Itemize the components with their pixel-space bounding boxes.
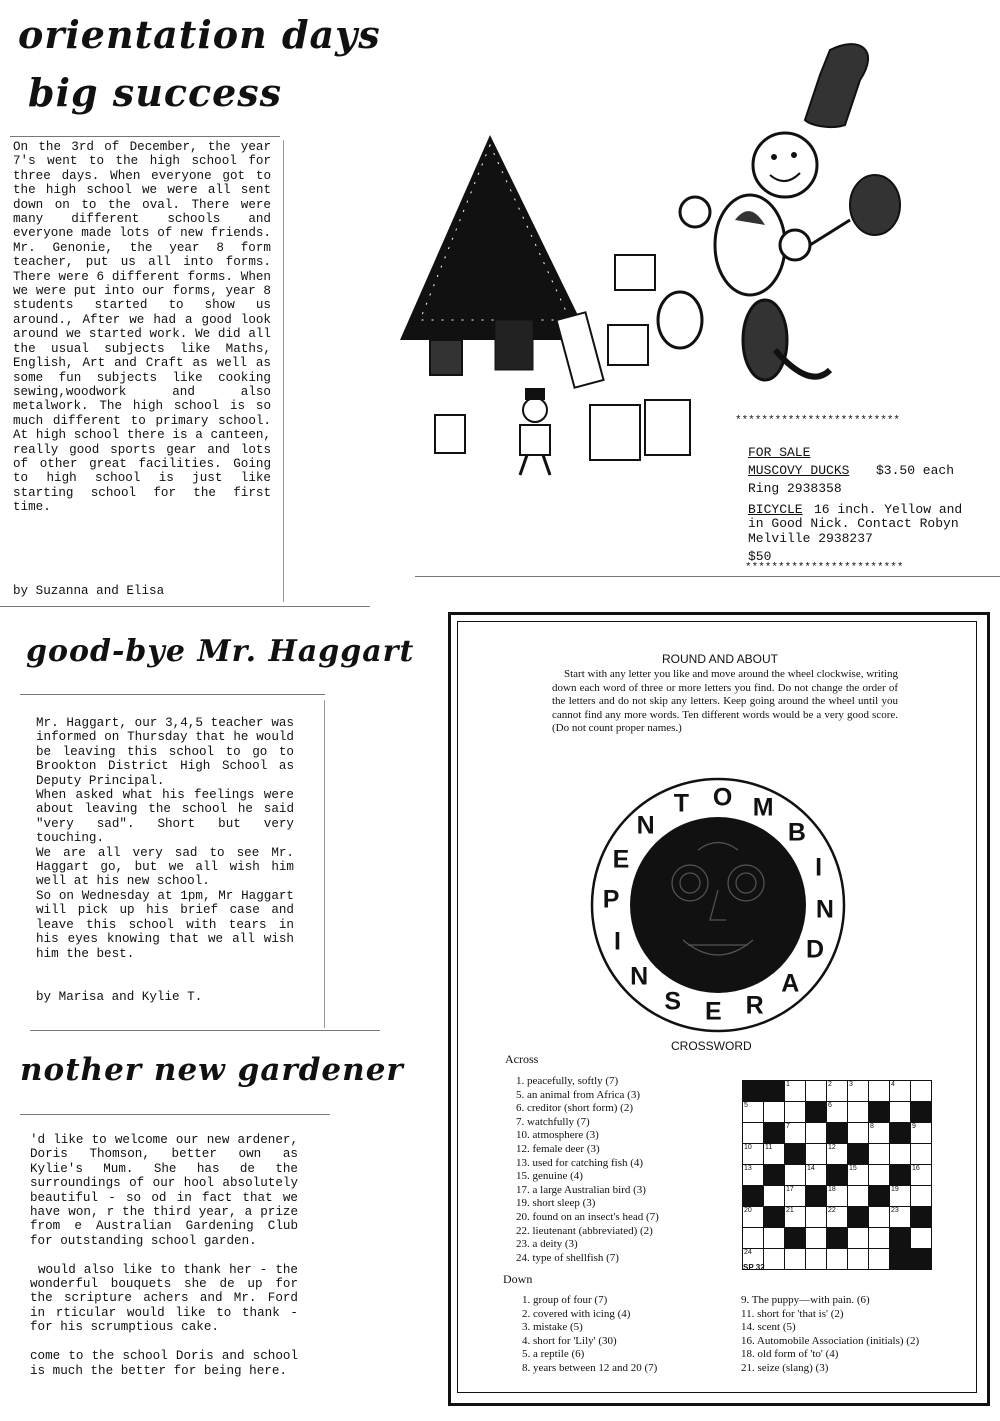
clue-item: 9. The puppy—with pain. (6) bbox=[741, 1294, 870, 1306]
grid-cell bbox=[743, 1228, 764, 1249]
clue-item: 21. seize (slang) (3) bbox=[741, 1361, 829, 1374]
wheel-letter: R bbox=[745, 991, 764, 1020]
grid-number: 2 bbox=[828, 1081, 832, 1088]
grid-cell bbox=[764, 1123, 785, 1144]
grid-cell bbox=[785, 1165, 806, 1186]
grid-cell bbox=[806, 1144, 827, 1165]
for-sale-item2-name: BICYCLE bbox=[748, 502, 803, 517]
clue-item: 8. years between 12 and 20 (7) bbox=[522, 1361, 658, 1374]
grid-cell bbox=[785, 1123, 806, 1144]
grid-cell bbox=[743, 1102, 764, 1123]
crossword-title: CROSSWORD bbox=[671, 1039, 752, 1053]
for-sale-item2-price: $50 bbox=[748, 549, 772, 564]
grid-cell bbox=[806, 1249, 827, 1270]
orientation-headline-line1: orientation days bbox=[18, 12, 381, 57]
clue-item: 19. short sleep (3) bbox=[516, 1197, 596, 1210]
clue-item: 5. an animal from Africa (3) bbox=[516, 1088, 641, 1101]
grid-cell bbox=[806, 1102, 827, 1123]
grid-number: 5 bbox=[744, 1102, 748, 1109]
down-label: Down bbox=[503, 1272, 533, 1286]
clue-item: 22. lieutenant (abbreviated) (2) bbox=[516, 1224, 653, 1237]
divider bbox=[10, 136, 280, 137]
clue-item: 24. type of shellfish (7) bbox=[516, 1251, 619, 1264]
grid-cell bbox=[785, 1228, 806, 1249]
haggart-headline: good-bye Mr. Haggart bbox=[26, 634, 415, 669]
grid-cell bbox=[848, 1081, 869, 1102]
grid-number: 15 bbox=[849, 1165, 857, 1172]
orientation-body: On the 3rd of December, the year 7's went to the high school for three days. When everyone got to the high school we were all sent down on to the oval. There were many different schools and everyone made lots of new friends. Mr. Genonie, the year 8 form teacher, put us all into forms. There were 6 different forms. When we were put into our forms, year 8 students started to show us around., After we had a good look around we started work. We did all the usual subjects like Maths, English, Art and Craft as well as some fun subjects like cooking sewing,woodwork and also metalwork. The high school is so much different to primary school. At high school there is a canteen, really good sports gear and lots of other great facilities. Going to high school is just like starting school for the first time. bbox=[13, 140, 279, 515]
divider bbox=[415, 576, 1000, 577]
grid-number: 8 bbox=[870, 1123, 874, 1130]
grid-number: 16 bbox=[912, 1165, 920, 1172]
grid-number: 18 bbox=[828, 1186, 836, 1193]
clue-item: 15. genuine (4) bbox=[516, 1170, 583, 1183]
grid-cell bbox=[764, 1186, 785, 1207]
grid-cell bbox=[869, 1165, 890, 1186]
grid-number: 23 bbox=[891, 1207, 899, 1214]
grid-number: 11 bbox=[765, 1144, 773, 1151]
grid-cell bbox=[764, 1228, 785, 1249]
grid-cell bbox=[890, 1207, 911, 1228]
clue-item: 1. group of four (7) bbox=[522, 1294, 608, 1306]
for-sale-stars-bottom: ************************ bbox=[745, 562, 904, 574]
grid-cell bbox=[848, 1102, 869, 1123]
grid-cell bbox=[890, 1123, 911, 1144]
wheel-letter: E bbox=[612, 845, 630, 874]
grid-cell bbox=[785, 1207, 806, 1228]
clue-item: 5. a reptile (6) bbox=[522, 1348, 585, 1361]
grid-number: 6 bbox=[828, 1102, 832, 1109]
for-sale-item1-price: $3.50 each bbox=[876, 463, 955, 478]
grid-cell bbox=[827, 1165, 848, 1186]
clue-item: 7. watchfully (7) bbox=[516, 1115, 590, 1128]
wheel-letter: I bbox=[815, 853, 823, 882]
grid-cell bbox=[785, 1249, 806, 1270]
wheel-letter: T bbox=[673, 789, 690, 818]
clue-item: 4. short for 'Lily' (30) bbox=[522, 1334, 617, 1347]
grid-cell bbox=[848, 1249, 869, 1270]
grid-cell bbox=[890, 1081, 911, 1102]
grid-cell bbox=[911, 1081, 932, 1102]
grid-cell bbox=[911, 1144, 932, 1165]
grid-cell bbox=[806, 1165, 827, 1186]
for-sale-item1-name: MUSCOVY DUCKS bbox=[748, 463, 850, 478]
divider bbox=[324, 700, 325, 1028]
orientation-headline-line2: big success bbox=[28, 70, 283, 115]
haggart-byline: by Marisa and Kylie T. bbox=[36, 990, 203, 1004]
grid-cell bbox=[806, 1228, 827, 1249]
for-sale-heading: FOR SALE bbox=[748, 445, 811, 460]
grid-cell bbox=[869, 1144, 890, 1165]
divider bbox=[283, 140, 284, 602]
clue-item: 13. used for catching fish (4) bbox=[516, 1156, 644, 1169]
down-clues-left bbox=[522, 1294, 657, 1376]
grid-cell bbox=[827, 1123, 848, 1144]
grid-cell bbox=[890, 1165, 911, 1186]
grid-cell bbox=[911, 1123, 932, 1144]
for-sale-stars-top: ************************* bbox=[735, 415, 901, 427]
grid-cell bbox=[827, 1081, 848, 1102]
wheel-letter: N bbox=[630, 962, 649, 991]
grid-cell bbox=[848, 1165, 869, 1186]
grid-cell bbox=[827, 1186, 848, 1207]
grid-cell bbox=[911, 1228, 932, 1249]
wheel-letter: I bbox=[613, 927, 621, 956]
grid-cell bbox=[743, 1186, 764, 1207]
clue-item: 3. mistake (5) bbox=[522, 1321, 583, 1334]
across-label: Across bbox=[505, 1052, 539, 1066]
grid-cell bbox=[827, 1144, 848, 1165]
grid-number: 20 bbox=[744, 1207, 752, 1214]
clue-item: 14. scent (5) bbox=[741, 1321, 796, 1334]
clue-item: 12. female deer (3) bbox=[516, 1142, 600, 1155]
grid-cell bbox=[911, 1249, 932, 1270]
grid-cell bbox=[827, 1228, 848, 1249]
gardener-headline: nother new gardener bbox=[20, 1052, 404, 1088]
grid-number: 17 bbox=[786, 1186, 794, 1193]
grid-number: 4 bbox=[891, 1081, 895, 1088]
for-sale-item1-contact: Ring 2938358 bbox=[748, 481, 842, 496]
grid-number: 21 bbox=[786, 1207, 794, 1214]
orientation-byline: by Suzanna and Elisa bbox=[13, 584, 165, 598]
grid-code: SP 32 bbox=[743, 1263, 765, 1272]
grid-cell bbox=[911, 1186, 932, 1207]
wheel-letter: O bbox=[712, 783, 733, 812]
grid-cell bbox=[764, 1249, 785, 1270]
down-clues-right bbox=[741, 1294, 919, 1376]
grid-cell bbox=[764, 1102, 785, 1123]
grid-cell bbox=[743, 1081, 764, 1102]
grid-cell bbox=[911, 1207, 932, 1228]
wheel-letter: D bbox=[805, 935, 824, 964]
grid-cell bbox=[869, 1207, 890, 1228]
grid-number: 3 bbox=[849, 1081, 853, 1088]
grid-cell bbox=[869, 1081, 890, 1102]
clue-item: 18. old form of 'to' (4) bbox=[741, 1348, 839, 1361]
letter-wheel bbox=[588, 775, 848, 1035]
wheel-letter: M bbox=[752, 793, 774, 822]
grid-cell bbox=[848, 1186, 869, 1207]
grid-number: 10 bbox=[744, 1144, 752, 1151]
grid-cell bbox=[743, 1165, 764, 1186]
grid-cell bbox=[785, 1144, 806, 1165]
grid-cell bbox=[911, 1165, 932, 1186]
grid-number: 1 bbox=[786, 1081, 790, 1088]
wheel-letter: B bbox=[787, 818, 806, 847]
grid-number: 24 bbox=[744, 1249, 752, 1256]
grid-cell bbox=[785, 1081, 806, 1102]
clue-item: 17. a large Australian bird (3) bbox=[516, 1183, 646, 1196]
grid-cell bbox=[869, 1102, 890, 1123]
wheel-letter: S bbox=[664, 987, 682, 1016]
divider bbox=[20, 694, 325, 695]
across-clues bbox=[516, 1075, 659, 1265]
grid-cell bbox=[869, 1123, 890, 1144]
puzzle-title: ROUND AND ABOUT bbox=[662, 652, 779, 666]
grid-cell bbox=[890, 1249, 911, 1270]
wheel-letter: A bbox=[781, 969, 800, 998]
clue-item: 10. atmosphere (3) bbox=[516, 1129, 599, 1142]
divider bbox=[20, 1114, 330, 1115]
grid-cell bbox=[785, 1186, 806, 1207]
grid-cell bbox=[806, 1081, 827, 1102]
grid-cell bbox=[890, 1186, 911, 1207]
for-sale-item2-desc: 16 inch. Yellow and in Good Nick. Contact Robyn Melville 2938237 bbox=[748, 502, 971, 546]
grid-cell bbox=[764, 1144, 785, 1165]
clue-item: 2. covered with icing (4) bbox=[522, 1307, 631, 1320]
grid-cell bbox=[806, 1207, 827, 1228]
grid-cell bbox=[890, 1144, 911, 1165]
grid-cell bbox=[869, 1186, 890, 1207]
grid-number: 22 bbox=[828, 1207, 836, 1214]
clue-item: 23. a deity (3) bbox=[516, 1238, 578, 1251]
grid-number: 19 bbox=[891, 1186, 899, 1193]
puzzle-instructions: Start with any letter you like and move around the wheel clockwise, writing down each word of three or more letters you find. Do not change the order of the letters and do not skip any letters. Keep going around the wheel until you cannot find any more words. Ten different words would be a very good score. (Do not count proper names.) bbox=[552, 668, 898, 735]
wheel-letter: E bbox=[704, 997, 722, 1026]
grid-cell bbox=[764, 1081, 785, 1102]
crossword-grid bbox=[742, 1080, 932, 1270]
grid-cell bbox=[848, 1144, 869, 1165]
haggart-body: Mr. Haggart, our 3,4,5 teacher was informed on Thursday that he would be leaving this school to go to Brookton District High School as Deputy Principal. When asked what his feelings were about leaving the school he said "very sad". Short but very touching. We are all very sad to see Mr. Haggart go, but we all wish him well at his new school. So on Wednesday at 1pm, Mr Haggart will pick up his brief case and leave this school with tears in his eyes knowing that we all wish him the best. bbox=[36, 716, 294, 961]
grid-cell bbox=[827, 1249, 848, 1270]
grid-number: 7 bbox=[786, 1123, 790, 1130]
grid-number: 13 bbox=[744, 1165, 752, 1172]
grid-number: 9 bbox=[912, 1123, 916, 1130]
clue-item: 16. Automobile Association (initials) (2) bbox=[741, 1334, 920, 1347]
grid-cell bbox=[869, 1249, 890, 1270]
grid-cell bbox=[743, 1207, 764, 1228]
clue-item: 1. peacefully, softly (7) bbox=[516, 1075, 619, 1087]
grid-cell bbox=[890, 1228, 911, 1249]
divider bbox=[0, 606, 370, 607]
clue-item: 11. short for 'that is' (2) bbox=[741, 1307, 844, 1320]
grid-cell bbox=[827, 1207, 848, 1228]
grid-cell bbox=[848, 1228, 869, 1249]
grid-cell bbox=[764, 1165, 785, 1186]
grid-cell bbox=[806, 1186, 827, 1207]
clue-item: 20. found on an insect's head (7) bbox=[516, 1210, 659, 1223]
grid-cell bbox=[764, 1207, 785, 1228]
grid-cell bbox=[743, 1144, 764, 1165]
wheel-letter: N bbox=[636, 811, 655, 840]
grid-cell bbox=[785, 1102, 806, 1123]
grid-cell bbox=[890, 1102, 911, 1123]
grid-cell bbox=[869, 1228, 890, 1249]
gardener-body: 'd like to welcome our new ardener, Doris Thomson, better own as Kylie's Mum. She has de the surroundings of our hool absolutely beautiful - so od in fact that we have won, r the third year, a prize from e Australian Gardening Club for outstanding school garden. would also like to thank her - the wonderful bouquets she de up for the scripture achers and Mr. Ford in rticular would like to thank - for his scrumptious cake. come to the school Doris and school is much the better for being here. bbox=[30, 1133, 298, 1378]
grid-cell bbox=[827, 1102, 848, 1123]
grid-cell bbox=[848, 1207, 869, 1228]
divider bbox=[30, 1030, 380, 1031]
grid-cell bbox=[806, 1123, 827, 1144]
grid-cell bbox=[911, 1102, 932, 1123]
wheel-letter: P bbox=[602, 885, 620, 914]
grid-cell bbox=[848, 1123, 869, 1144]
grid-cell bbox=[743, 1123, 764, 1144]
wheel-letter: N bbox=[815, 895, 834, 924]
grid-number: 14 bbox=[807, 1165, 815, 1172]
grid-number: 12 bbox=[828, 1144, 836, 1151]
clue-item: 6. creditor (short form) (2) bbox=[516, 1102, 633, 1115]
